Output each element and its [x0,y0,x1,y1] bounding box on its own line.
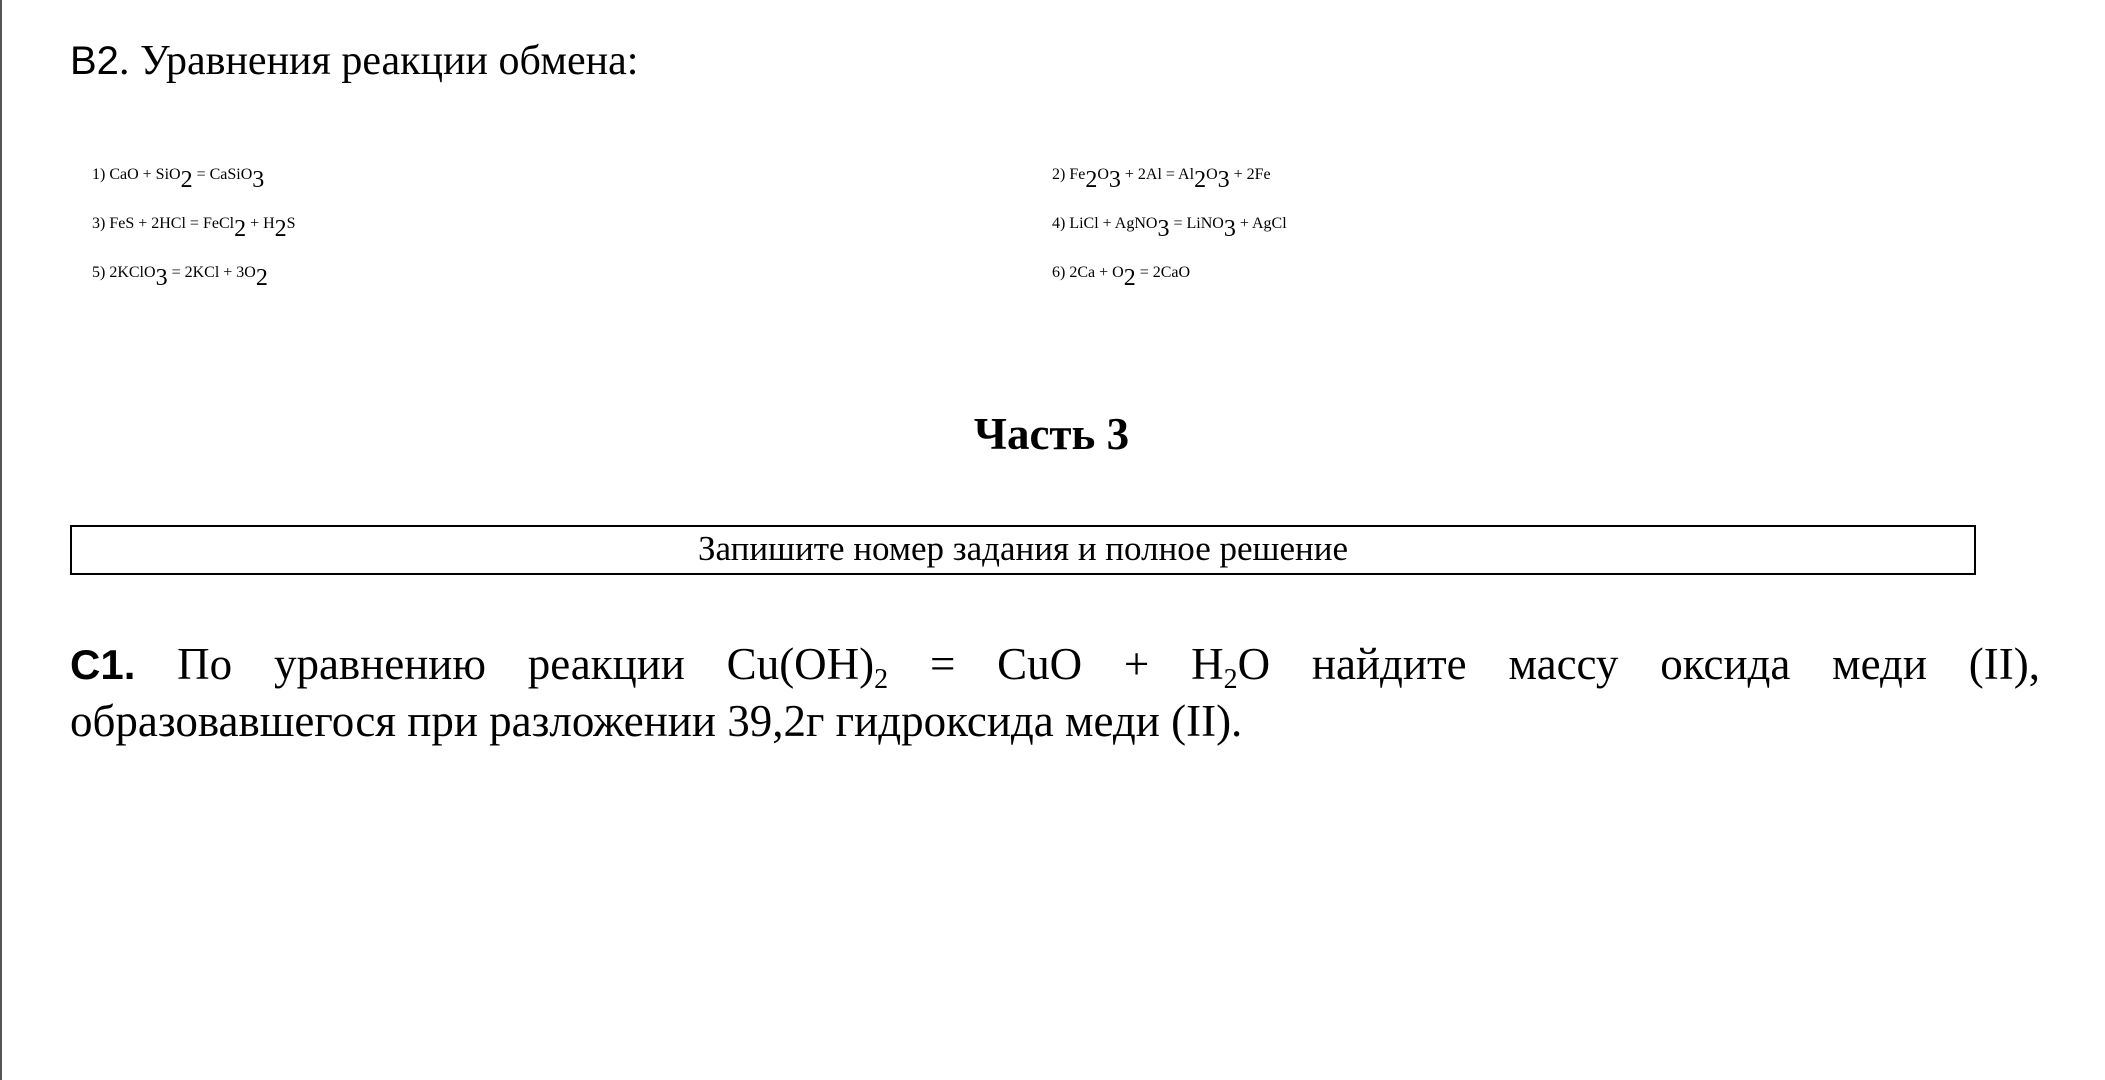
part-3-title: Часть 3 [973,409,1130,459]
equation-2: 2) $Fe_2O_3 + 2Al = Al_2O_3 + 2Fe$ [1052,166,1271,193]
instruction-text: Запишите номер задания и полное решение [697,529,1348,568]
equation-3: 3) FeS + 2HCl = FeCl$_2$ + $H_2S$ [92,215,296,242]
c1-line-2: образовавшегося при разложении 39,2г гидроксида меди (II). [70,696,1243,746]
equation-4: 4) LiCl + AgNO$_3$ = LiNO$_3$ + AgCl [1052,215,1287,242]
instruction-box [70,525,1976,575]
equation-6: 6) $2Ca + O_2 = 2CaO$ [1052,264,1191,291]
c1-task [70,636,2040,750]
b2-title: . Уравнения реакции обмена: [118,38,639,84]
c1-label: С1. [70,641,136,688]
b2-label: B2 [70,39,119,83]
b2-heading [70,36,638,86]
c1-line-1: С1. По уравнению реакции $Cu(OH)_2$ = CuO + $H_2O$ найдите массу оксида меди (II), [70,639,2041,695]
equation-5: 5) 2KClO$_3$ = $2KCl + 3O_2$ [92,264,268,291]
page-left-border [0,0,2,1080]
equation-1: 1) CaO + SiO$_2$ = CaSiO$_3$ [92,166,265,193]
